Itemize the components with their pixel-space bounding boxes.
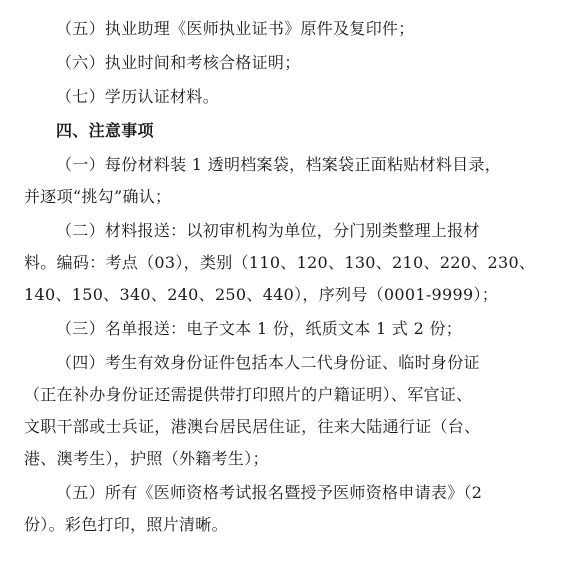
section-heading-notes: 四、注意事项 (56, 121, 154, 140)
note-2-line-3: 140、150、340、240、250、440），序列号（0001-9999）； (24, 285, 499, 304)
note-4-line-3: 文职干部或士兵证，港澳台居民居住证，往来大陆通行证（台、 (24, 417, 481, 436)
note-2-line-1: （二）材料报送：以初审机构为单位，分门别类整理上报材 (56, 221, 480, 240)
note-3-line-1: （三）名单报送：电子文本 1 份，纸质文本 1 式 2 份； (56, 319, 463, 338)
note-1-line-1: （一）每份材料装 1 透明档案袋，档案袋正面粘贴材料目录， (56, 155, 502, 174)
item-5-license-copy: （五）执业助理《医师执业证书》原件及复印件； (56, 19, 415, 38)
item-6-practice-time: （六）执业时间和考核合格证明； (56, 53, 301, 72)
note-4-line-4: 港、澳考生），护照（外籍考生）； (24, 449, 269, 468)
item-7-education-cert: （七）学历认证材料。 (56, 87, 220, 106)
note-5-line-1: （五）所有《医师资格考试报名暨授予医师资格申请表》（2 (56, 483, 483, 502)
note-4-line-1: （四）考生有效身份证件包括本人二代身份证、临时身份证 (56, 353, 480, 372)
note-5-line-2: 份）。彩色打印，照片清晰。 (24, 515, 228, 534)
note-4-line-2: （正在补办身份证还需提供带打印照片的户籍证明）、军官证、 (24, 385, 473, 404)
note-1-line-2: 并逐项“挑勾”确认； (24, 187, 172, 206)
note-2-line-2: 料。编码：考点（03），类别（110、120、130、210、220、230、 (24, 253, 536, 272)
